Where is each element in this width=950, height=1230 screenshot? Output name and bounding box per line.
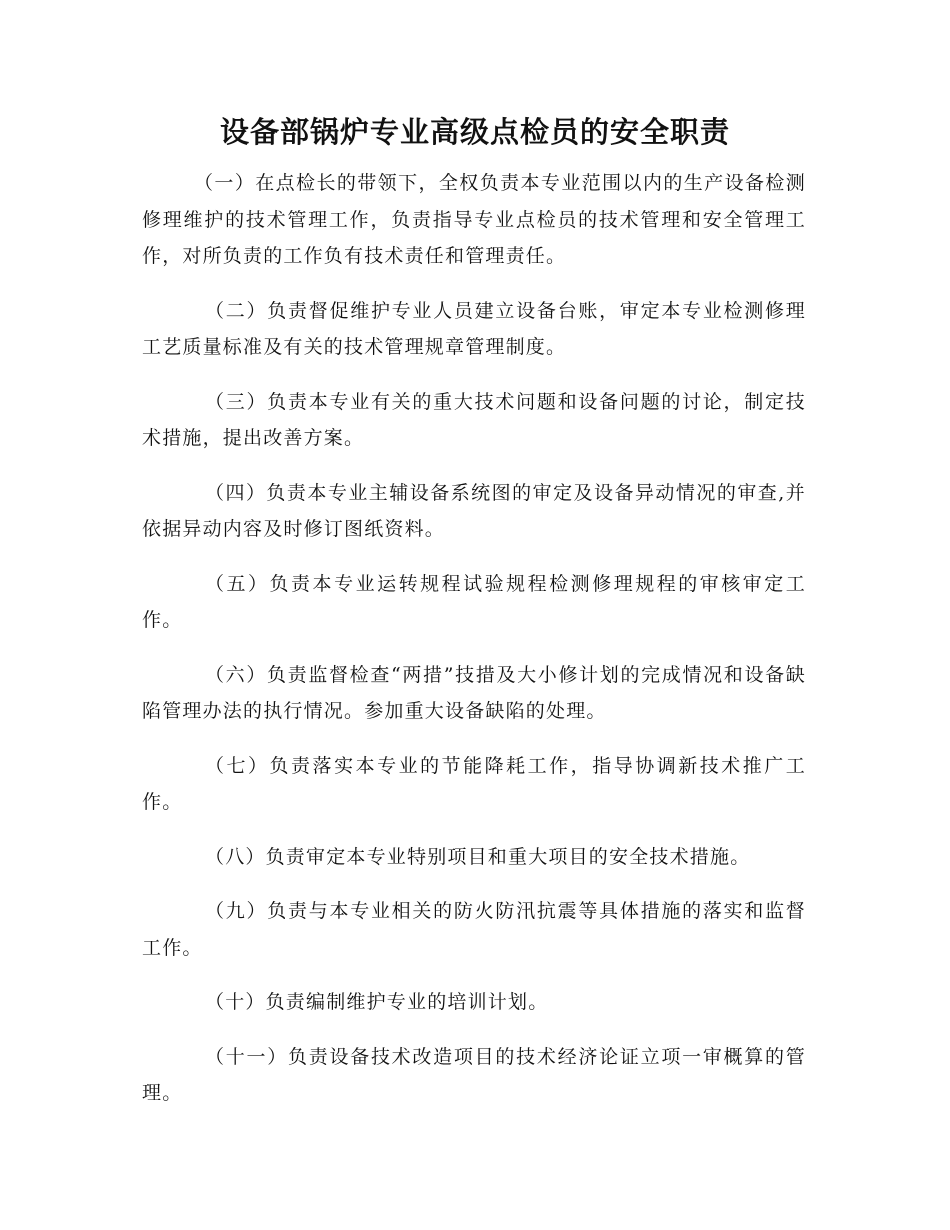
paragraph-9: （九）负责与本专业相关的防火防汛抗震等具体措施的落实和监督工作。: [142, 900, 806, 959]
paragraph-6: （六）负责监督检查“两措”技措及大小修计划的完成情况和设备缺陷管理办法的执行情况。参加重大设备缺陷的处理。: [142, 663, 806, 722]
paragraph-8: （八）负责审定本专业特别项目和重大项目的安全技术措施。: [205, 845, 751, 868]
paragraph-5: （五）负责本专业运转规程试验规程检测修理规程的审核审定工作。: [142, 572, 806, 631]
paragraph-11: （十一）负责设备技术改造项目的技术经济论证立项一审概算的管理。: [142, 1045, 806, 1104]
document-body: [142, 165, 806, 1130]
paragraph-10: （十）负责编制维护专业的培训计划。: [205, 991, 549, 1013]
paragraph-3: （三）负责本专业有关的重大技术问题和设备问题的讨论，制定技术措施，提出改善方案。: [142, 390, 806, 449]
document-title: 设备部锅炉专业高级点检员的安全职责: [219, 115, 730, 149]
paragraph-4: （四）负责本专业主辅设备系统图的审定及设备异动情况的审查,并依据异动内容及时修订图纸资料。: [142, 481, 806, 540]
paragraph-2: （二）负责督促维护专业人员建立设备台账，审定本专业检测修理工艺质量标准及有关的技术管理规章管理制度。: [142, 299, 806, 358]
paragraph-1: （一）在点检长的带领下，全权负责本专业范围以内的生产设备检测修理维护的技术管理工作，负责指导专业点检员的技术管理和安全管理工作，对所负责的工作负有技术责任和管理责任。: [142, 172, 806, 267]
paragraph-7: （七）负责落实本专业的节能降耗工作，指导协调新技术推广工作。: [142, 754, 806, 813]
